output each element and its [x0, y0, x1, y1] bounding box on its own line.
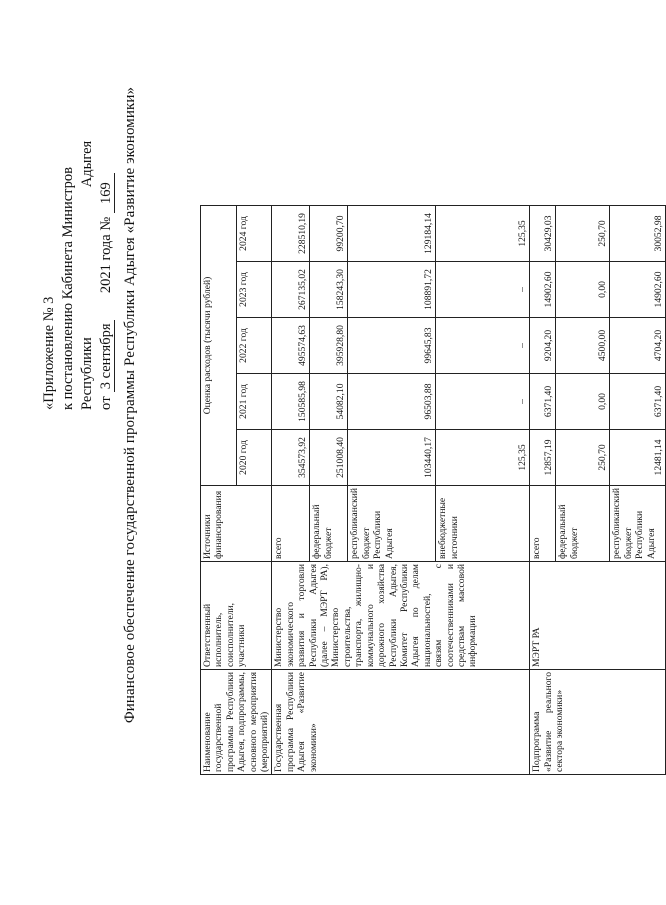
value-cell: 250,70: [556, 429, 610, 485]
col-header-year: 2023 год: [236, 261, 272, 317]
republic-line: [78, 100, 97, 410]
value-cell: 4500,00: [556, 317, 610, 373]
col-header-estimate: Оценка расходов (тысячи рублей): [201, 205, 237, 485]
value-cell: 54082,10: [310, 373, 348, 429]
value-cell: 6371,40: [530, 373, 556, 429]
value-cell: 395928,80: [310, 317, 348, 373]
value-cell: 0,00: [556, 261, 610, 317]
source-cell: республиканский бюджет Республики Адыгея: [348, 485, 436, 561]
value-cell: 250,70: [556, 205, 610, 261]
adygea-word: Адыгея: [79, 140, 95, 188]
col-header-source: Источники финансирования: [201, 485, 272, 561]
col-header-year: 2022 год: [236, 317, 272, 373]
source-cell: всего: [272, 485, 310, 561]
col-header-year: 2021 год: [236, 373, 272, 429]
source-cell: внебюджетные источники: [436, 485, 530, 561]
source-cell: федеральный бюджет: [310, 485, 348, 561]
value-cell: 228510,19: [272, 205, 310, 261]
source-cell: всего: [530, 485, 556, 561]
value-cell: 103440,17: [348, 429, 436, 485]
value-cell: 108891,72: [348, 261, 436, 317]
resolution-reference: к постановлению Кабинета Министров: [60, 166, 76, 410]
value-cell: 12481,14: [610, 429, 666, 485]
value-cell: –: [436, 317, 530, 373]
value-cell: 150585,98: [272, 373, 310, 429]
value-cell: 9204,20: [530, 317, 556, 373]
value-cell: 125,35: [436, 429, 530, 485]
source-cell: федеральный бюджет: [556, 485, 610, 561]
value-cell: 4704,20: [610, 317, 666, 373]
value-cell: 0,00: [556, 373, 610, 429]
value-cell: 96503,88: [348, 373, 436, 429]
value-cell: 99645,83: [348, 317, 436, 373]
value-cell: –: [436, 373, 530, 429]
value-cell: –: [436, 261, 530, 317]
document-number: 169: [98, 173, 115, 213]
col-header-year: 2024 год: [236, 205, 272, 261]
date-day-month: 3 сентября: [98, 320, 115, 392]
value-cell: 354573,92: [272, 429, 310, 485]
value-cell: 30429,03: [530, 205, 556, 261]
value-cell: 12857,19: [530, 429, 556, 485]
subprogram-executor-cell: МЭРТ РА: [530, 562, 666, 670]
document-title: Финансовое обеспечение государственной программы Республики Адыгея «Развитие экономики»: [122, 86, 138, 724]
date-prefix: от: [98, 396, 114, 410]
financing-table: [200, 205, 666, 775]
table-header-row: [201, 205, 237, 774]
appendix-number: «Приложение № 3: [41, 296, 57, 410]
col-header-name: Наименование государственной программы Республики Адыгея, подпрограммы, основного мероприятия (мероприятий): [201, 670, 272, 775]
value-cell: 14902,60: [610, 261, 666, 317]
appendix-header: [40, 100, 116, 410]
date-year-number-label: 2021 года №: [98, 216, 114, 294]
program-name-cell: Государственная программа Республики Адыгея «Развитие экономики»: [272, 670, 530, 775]
program-executor-cell: Министерство экономического развития и торговли Республики Адыгея (далее – МЭРТ РА), Министерство строительства, транспорта, жилищно-коммунального и дорожного хозяйства Республики Адыгея, Комитет Республики Адыгея по делам национальностей, связям с соотечественниками и средствам массовой информации: [272, 562, 530, 670]
value-cell: 30052,98: [610, 205, 666, 261]
value-cell: 99200,70: [310, 205, 348, 261]
table-row: [272, 205, 310, 774]
republic-word: Республики: [79, 337, 95, 410]
value-cell: 267135,02: [272, 261, 310, 317]
value-cell: 14902,60: [530, 261, 556, 317]
date-line: [97, 100, 116, 410]
value-cell: 251008,40: [310, 429, 348, 485]
subprogram-name-cell: Подпрограмма «Развитие реального сектора экономики»: [530, 670, 666, 775]
table-row: [530, 205, 556, 774]
value-cell: 158243,30: [310, 261, 348, 317]
value-cell: 129184,14: [348, 205, 436, 261]
value-cell: 125,35: [436, 205, 530, 261]
col-header-executor: Ответственный исполнитель, соисполнители, участники: [201, 562, 272, 670]
col-header-year: 2020 год: [236, 429, 272, 485]
source-cell: республиканский бюджет Республики Адыгея: [610, 485, 666, 561]
value-cell: 495574,63: [272, 317, 310, 373]
value-cell: 6371,40: [610, 373, 666, 429]
